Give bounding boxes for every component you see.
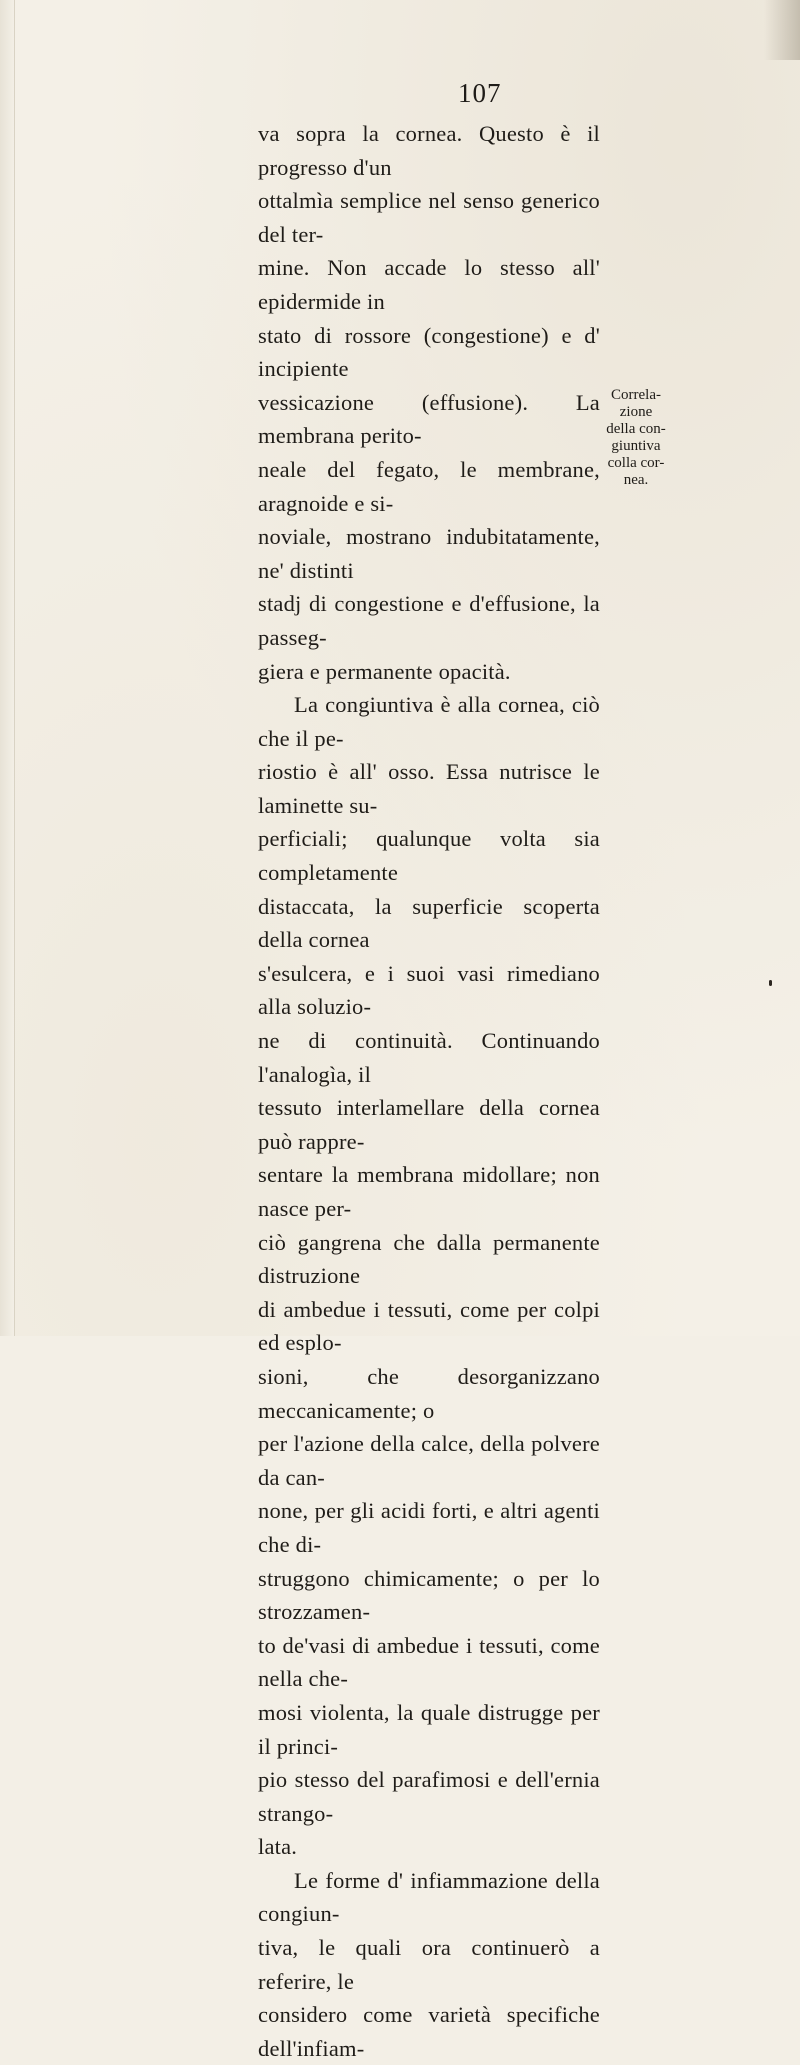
marginal-note: Correla- zione della con- giuntiva colla cor- nea.	[606, 387, 666, 488]
paragraph-1: va sopra la cornea. Questo è il progresso d'un ottalmìa semplice nel senso generico del ter- mine. Non accade lo stesso all' epidermide in stato di rossore (congestione) e d' incipiente vessicazione (effusione). La membrana perito- neale del fegato, le membrane, aragnoide e si- noviale, mostrano indubitatamente, ne' distinti stadj di congestione e d'effusione, la passeg- giera e permanente opacità.	[258, 121, 600, 684]
paragraph-2: La congiuntiva è alla cornea, ciò che il pe- riostio è all' osso. Essa nutrisce le laminette su- perficiali; qualunque volta sia completamente distaccata, la superficie scoperta della cornea s'esulcera, e i suoi vasi rimediano alla soluzio- ne di continuità. Continuando l'analogìa, il tessuto interlamellare della cornea può rappre- sentare la membrana midollare; non nasce per- ciò gangrena che dalla permanente distruzione di ambedue i tessuti, come per colpi ed esplo- sioni, che desorganizzano meccanicamente; o per l'azione della calce, della polvere da can- none, per gli acidi forti, e altri agenti che di- struggono chimicamente; o per lo strozzamen- to de'vasi di ambedue i tessuti, come nella che- mosi violenta, la quale distrugge per il princi- pio stesso del parafimosi e dell'ernia strango- lata.	[258, 692, 600, 1860]
ink-speck	[769, 980, 772, 986]
paragraph-3: Le forme d' infiammazione della congiun- tiva, le quali ora continuerò a referire, le considero come varietà specifiche dell'infiam-	[258, 1867, 600, 2061]
page-binding-edge	[0, 0, 15, 1336]
page-corner-shadow	[764, 0, 800, 60]
body-text	[258, 117, 600, 2065]
page-number: 107	[458, 78, 502, 108]
